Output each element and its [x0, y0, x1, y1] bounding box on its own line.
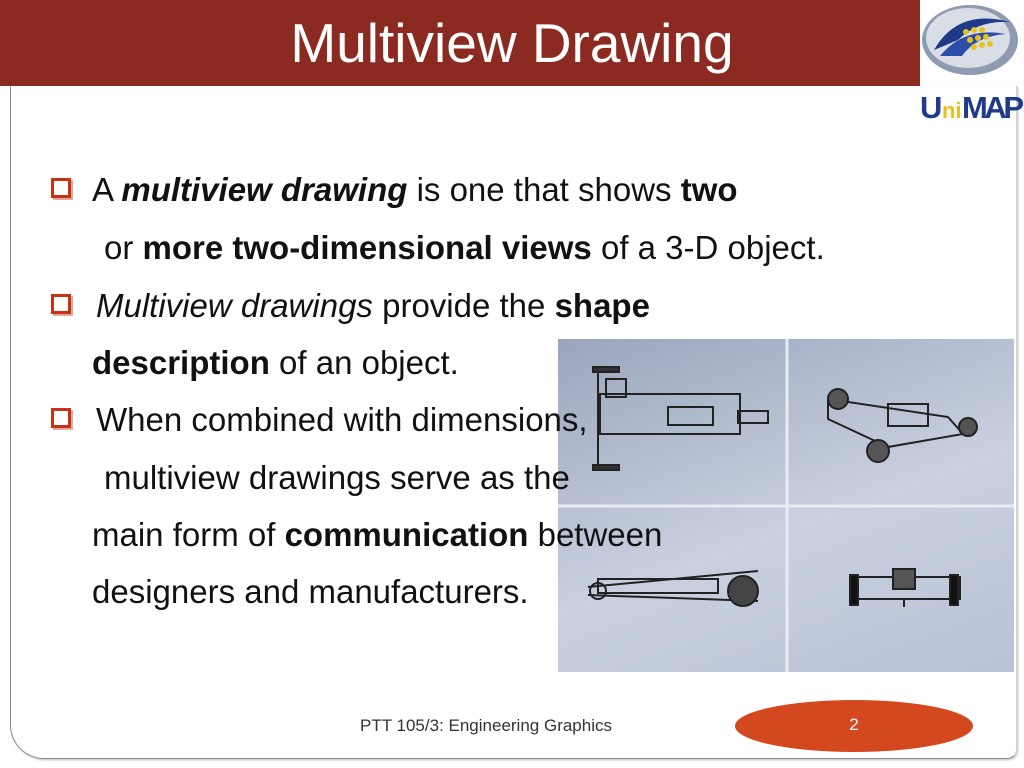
bullet-3-line-2 [104, 458, 570, 498]
bullet-1-line-1 [92, 170, 738, 210]
bullet-3-text-e: designers and manufacturers. [92, 573, 529, 610]
bullet-3-line-3 [92, 515, 662, 555]
bullet-2-text-a: provide the [372, 287, 555, 324]
bullet-1-text-c: or [104, 229, 143, 266]
footer-course: PTT 105/3: Engineering Graphics [360, 716, 612, 735]
page-number: 2 [849, 715, 859, 734]
bullet-1-term: multiview drawing [121, 171, 408, 208]
bullet-1-emph-views: more two-dimensional views [142, 229, 592, 266]
bullet-3-emph-communication: communication [284, 516, 529, 553]
svg-text:U: U [920, 90, 943, 124]
slide-title: Multiview Drawing [290, 12, 734, 74]
bullet-2-line-1 [96, 286, 650, 326]
bullet-1-text-b: is one that shows [407, 171, 681, 208]
bullet-3-text-c: main form of [92, 516, 285, 553]
bullet-2-line-2 [92, 343, 459, 383]
bullet-1-text-d: of a 3-D object. [591, 229, 825, 266]
bullet-checkbox-3 [51, 408, 71, 428]
bullet-1-text-a: A [92, 171, 122, 208]
bullet-3-text-a: When combined with dimensions, [96, 401, 588, 438]
bullet-checkbox-1 [51, 178, 71, 198]
bullet-3-text-d: between [528, 516, 663, 553]
svg-text:MAP: MAP [962, 90, 1024, 124]
bullet-2-emph-description: description [92, 344, 270, 381]
bullet-3-text-b: multiview drawings serve as the [104, 459, 570, 496]
bullet-checkbox-2 [51, 294, 71, 314]
bullet-1-line-2 [104, 228, 825, 268]
bullet-2-term: Multiview drawings [96, 287, 373, 324]
bullet-1-emph-two: two [680, 171, 738, 208]
bullet-3-line-4 [92, 572, 529, 612]
bullet-2-text-b: of an object. [269, 344, 459, 381]
bullet-3-line-1 [96, 400, 588, 440]
multiview-car-image [558, 339, 1014, 672]
bullet-2-emph-shape: shape [554, 287, 650, 324]
unimap-logo [918, 0, 1024, 124]
svg-text:ni: ni [942, 98, 962, 123]
